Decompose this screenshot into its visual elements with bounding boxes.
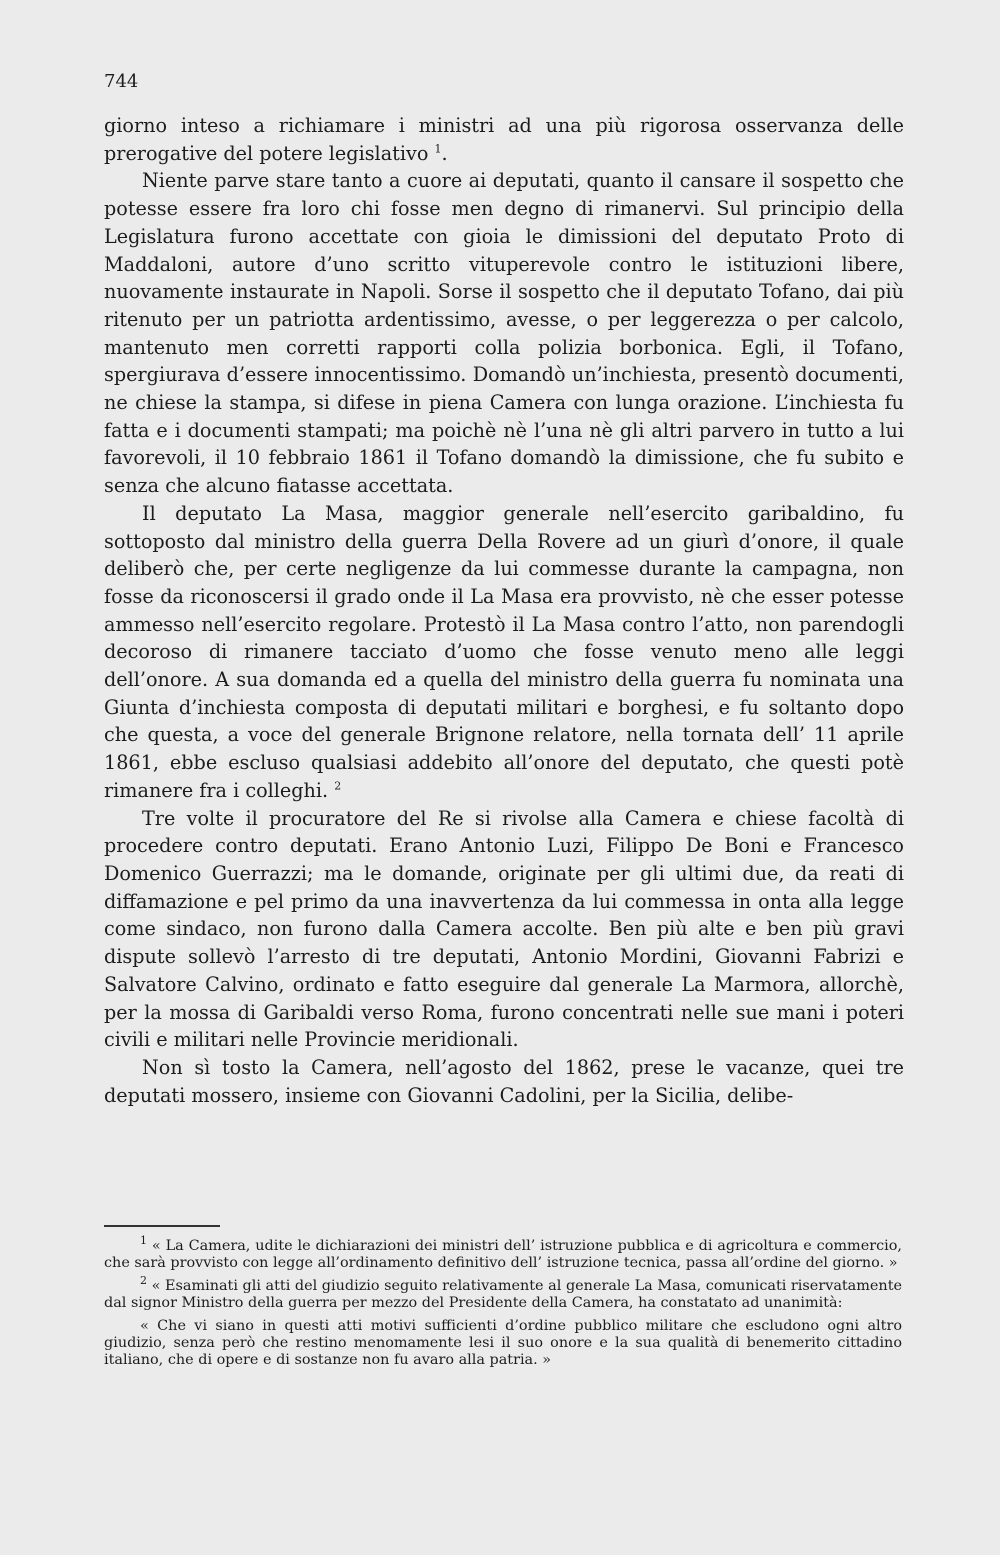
paragraph-5: Non sì tosto la Camera, nell’agosto del 1862, prese le vacanze, quei tre deputati mossero, insieme con Giovanni Cadolini, per la Sicilia, delibe- [104, 1055, 904, 1107]
footnote-1-marker: 1 [140, 1234, 147, 1248]
page-number: 744 [104, 71, 139, 92]
footnote-marker-1: 1 [434, 142, 442, 156]
paragraph-1 [104, 112, 904, 167]
footnote-2 [104, 1274, 902, 1312]
paragraph-2: Niente parve stare tanto a cuore ai deputati, quanto il cansare il sospetto che potesse essere fra loro chi fosse men degno di rimanervi. Sul principio della Legislatura furono accettate con gioia le dimissioni del deputato Proto di Maddaloni, autore d’uno scritto vituperevole contro le istituzioni libere, nuovamente instaurate in Napoli. Sorse il sospetto che il deputato Tofano, dai più ritenuto per un patriotta ardentissimo, avesse, o per leggerezza o per calcolo, mantenuto men corretti rapporti colla polizia borbonica. Egli, il Tofano, spergiurava d’essere innocentissimo. Domandò un’inchiesta, presentò documenti, ne chiese la stampa, si difese in piena Camera con lunga orazione. L’inchiesta fu fatta e i documenti stampati; ma poichè nè l’una nè gli altri parvero in tutto a lui favorevoli, il 10 febbraio 1861 il Tofano domandò la dimissione, che fu subito e senza che alcuno fiatasse accettata. [104, 169, 904, 498]
footnote-2-marker: 2 [140, 1274, 147, 1288]
paragraph-1-text: giorno inteso a richiamare i ministri ad una più rigorosa osservanza delle prerogative del potere legislativo [104, 114, 904, 165]
footnote-1-text: « La Camera, udite le dichiarazioni dei ministri dell’ istruzione pubblica e di agricoltura e commercio, che sarà provvisto con legge all’ordinamento definitivo dell’ istruzione tecnica, passa all’ordine del giorno. » [104, 1238, 902, 1271]
paragraph-1-end: . [441, 141, 448, 165]
footnote-2-quote: « Che vi siano in questi atti motivi sufficienti d’ordine pubblico militare che escludono ogni altro giudizio, senza però che restino menomamente lesi il suo onore e la sua qualità di benemerito cittadino italiano, che di opere e di sostanze non fu avaro alla patria. » [104, 1318, 902, 1368]
paragraph-3 [104, 500, 904, 805]
footnote-separator [104, 1225, 220, 1227]
paragraph-4: Tre volte il procuratore del Re si rivolse alla Camera e chiese facoltà di procedere contro deputati. Erano Antonio Luzi, Filippo De Boni e Francesco Domenico Guerrazzi; ma le domande, originate per gli ultimi due, da reati di diffamazione e pel primo da una inavvertenza da lui commessa in onta alla legge come sindaco, non furono dalla Camera accolte. Ben più alte e ben più gravi dispute sollevò l’arresto di tre deputati, Antonio Mordini, Giovanni Fabrizi e Salvatore Calvino, ordinato e fatto eseguire dal generale La Marmora, allorchè, per la mossa di Garibaldi verso Roma, furono concentrati nelle sue mani i poteri civili e militari nelle Provincie meridionali. [104, 806, 904, 1052]
footnote-1 [104, 1234, 902, 1272]
footnotes [104, 1234, 902, 1375]
footnote-marker-2: 2 [334, 779, 342, 793]
footnote-2-text: « Esaminati gli atti del giudizio seguito relativamente al generale La Masa, comunicati riservatamente dal signor Ministro della guerra per mezzo del Presidente della Camera, ha constatato ad unanimità: [104, 1278, 902, 1311]
main-text [104, 112, 904, 1109]
paragraph-3-text: Il deputato La Masa, maggior generale nell’esercito garibaldino, fu sottoposto dal ministro della guerra Della Rovere ad un giurì d’onore, il quale deliberò che, per certe negligenze da lui commesse durante la campagna, non fosse da riconoscersi il grado onde il La Masa era provvisto, nè che esser potesse ammesso nell’esercito regolare. Protestò il La Masa contro l’atto, non parendogli decoroso di rimanere tacciato d’uomo che fosse venuto meno alle leggi dell’onore. A sua domanda ed a quella del ministro della guerra fu nominata una Giunta d’inchiesta composta di deputati militari e borghesi, e fu soltanto dopo che questa, a voce del generale Brignone relatore, nella tornata dell’ 11 aprile 1861, ebbe escluso qualsiasi addebito all’onore del deputato, che questi potè rimanere fra i colleghi. [104, 501, 904, 802]
